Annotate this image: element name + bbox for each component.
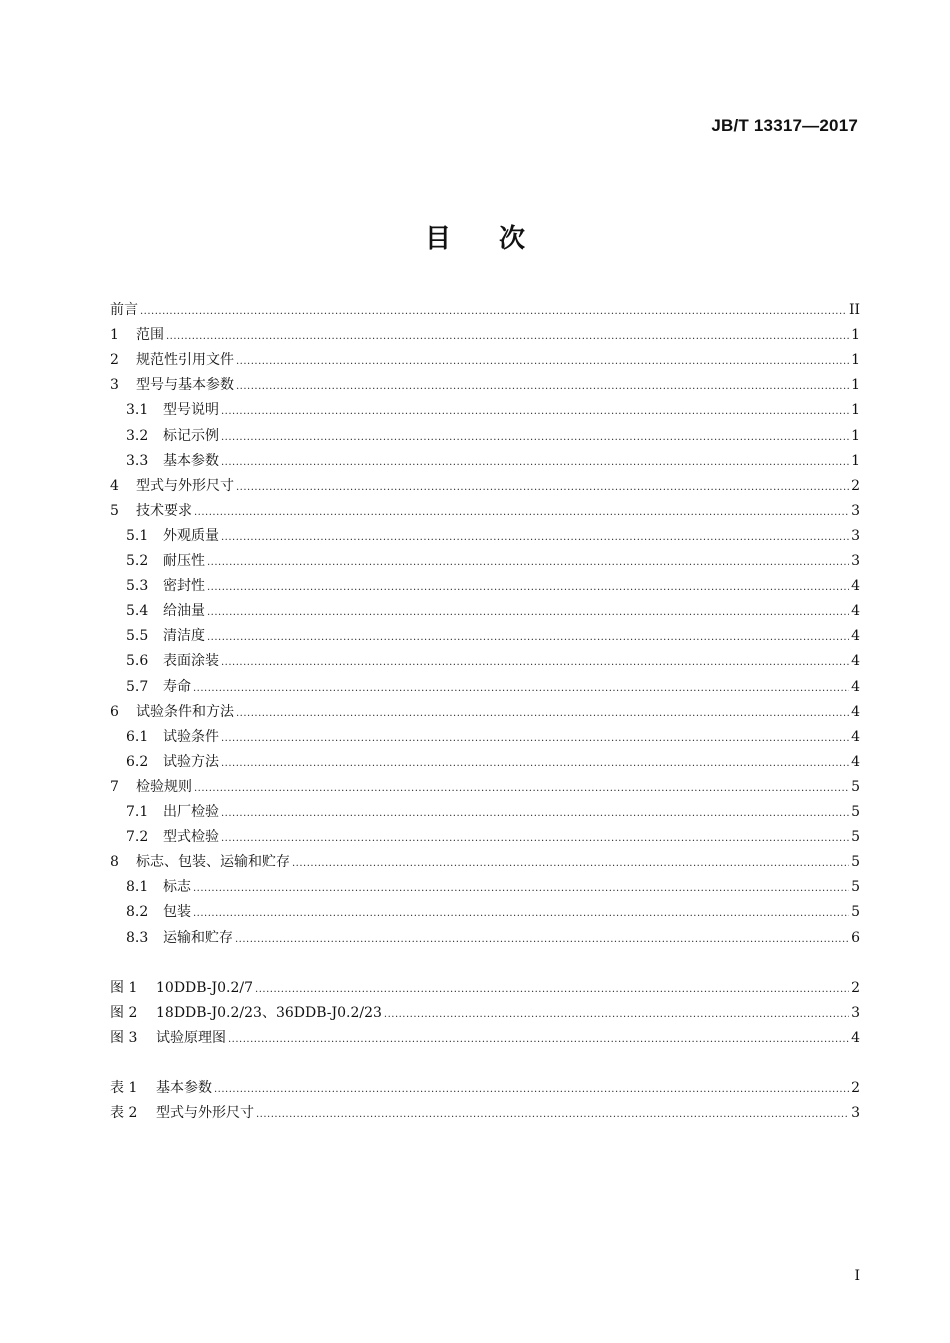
toc-entry[interactable] (126, 676, 860, 698)
toc-entry[interactable] (126, 399, 860, 421)
dot-leader (207, 577, 849, 599)
toc-entry-number: 3.3 (126, 452, 149, 469)
dot-leader (221, 803, 849, 825)
toc-entry-page: 1 (851, 452, 860, 469)
toc-entry-page: 3 (851, 1004, 860, 1021)
dot-leader (207, 602, 849, 624)
toc-entry-title: 标志 (163, 879, 191, 896)
toc-entry-title: 10DDB-J0.2/7 (156, 979, 254, 996)
dot-leader (221, 452, 849, 474)
dot-leader (140, 301, 847, 323)
figure-table-entry[interactable] (110, 1077, 860, 1099)
toc-entry-title: 密封性 (163, 578, 205, 595)
toc-entry-title: 包装 (163, 904, 191, 921)
toc-entry[interactable] (110, 324, 860, 346)
toc-entry-page: 1 (851, 427, 860, 444)
dot-leader (221, 527, 849, 549)
toc-entry-number: 8.1 (126, 879, 149, 896)
toc-entry-title: 表面涂装 (163, 653, 219, 670)
toc-entry-number: 表 2 (110, 1105, 138, 1121)
toc-entry-title: 外观质量 (163, 527, 219, 544)
toc-entry-number: 1 (110, 327, 119, 344)
toc-entry-number: 3.1 (126, 402, 149, 419)
toc-entry-title: 耐压性 (163, 553, 205, 569)
toc-entry-number: 5 (110, 502, 119, 519)
dot-leader (236, 376, 849, 398)
toc-entry-number: 8.2 (126, 904, 149, 921)
toc-entry-page: 1 (851, 327, 860, 344)
toc-entry-title: 前言 (110, 302, 138, 318)
toc-entry[interactable] (110, 701, 860, 723)
toc-entry[interactable] (126, 726, 860, 748)
toc-entry-number: 图 1 (110, 979, 138, 996)
dot-leader (236, 351, 849, 373)
toc-entry-number: 6 (110, 703, 119, 720)
toc-entry-page: 4 (851, 678, 860, 695)
toc-entry[interactable] (110, 374, 860, 396)
toc-entry-number: 图 2 (110, 1004, 138, 1021)
toc-entry-title: 给油量 (163, 603, 205, 620)
toc-entry[interactable] (126, 650, 860, 672)
toc-entry-number: 5.2 (126, 553, 149, 569)
dot-leader (235, 929, 849, 951)
dot-leader (256, 1104, 849, 1126)
toc-entry[interactable] (126, 575, 860, 597)
toc-entry-title: 检验规则 (136, 778, 192, 795)
toc-entry-number: 8.3 (126, 929, 149, 946)
toc-entry-page: 2 (851, 477, 860, 494)
toc-entry-title: 型式与外形尺寸 (136, 477, 234, 494)
toc-entry[interactable] (126, 801, 860, 823)
toc-entry[interactable] (110, 851, 860, 873)
toc-entry[interactable] (126, 826, 860, 848)
toc-entry-page: 4 (851, 603, 860, 620)
dot-leader (193, 878, 849, 900)
toc-entry-page: 4 (851, 753, 860, 770)
toc-entry-page: 2 (851, 979, 860, 996)
figure-table-entry[interactable] (110, 1002, 860, 1024)
dot-leader (221, 753, 849, 775)
toc-entry[interactable] (126, 425, 860, 447)
toc-entry-page: 4 (851, 1029, 860, 1046)
dot-leader (193, 903, 849, 925)
toc-entry-number: 表 1 (110, 1079, 138, 1096)
page-number: I (854, 1268, 860, 1284)
page-title: 目次 (424, 224, 573, 254)
dot-leader (207, 627, 849, 649)
toc-entry-page: 4 (851, 703, 860, 720)
toc-entry-number: 5.4 (126, 603, 149, 620)
dot-leader (236, 477, 849, 499)
toc-entry-page: 5 (851, 879, 860, 896)
toc-entry-title: 寿命 (163, 678, 191, 695)
dot-leader (236, 703, 849, 725)
dot-leader (221, 652, 849, 674)
dot-leader (194, 502, 849, 524)
toc-entry-title: 出厂检验 (163, 804, 219, 820)
toc-entry-page: 4 (851, 728, 860, 745)
toc-entry-title: 技术要求 (136, 502, 192, 519)
toc-entry-page: 4 (851, 653, 860, 670)
standard-code: JB/T 13317—2017 (711, 116, 858, 135)
dot-leader (193, 678, 849, 700)
toc-entry-title: 试验方法 (163, 753, 219, 770)
toc-entry-title: 规范性引用文件 (136, 352, 234, 369)
figure-table-entry[interactable] (110, 1027, 860, 1049)
toc-entry-number: 7.2 (126, 829, 149, 846)
toc-entry-title: 基本参数 (156, 1079, 212, 1096)
toc-entry-page: 5 (851, 829, 860, 846)
toc-entry[interactable] (126, 625, 860, 647)
toc-entry[interactable] (126, 751, 860, 773)
toc-entry-number: 3.2 (126, 427, 149, 444)
toc-entry-page: 6 (851, 929, 860, 946)
toc-entry-page: 5 (851, 804, 860, 820)
toc-entry-title: 标志、包装、运输和贮存 (136, 854, 290, 871)
toc-entry-page: 3 (851, 502, 860, 519)
toc-entry-title: 型式检验 (163, 829, 219, 846)
dot-leader (221, 828, 849, 850)
toc-entry[interactable] (110, 776, 860, 798)
toc-entry-page: 4 (851, 628, 860, 645)
toc-entry-title: 型式与外形尺寸 (156, 1105, 254, 1121)
toc-entry-page: 5 (851, 778, 860, 795)
toc-entry-title: 标记示例 (163, 427, 219, 444)
toc-entry[interactable] (110, 475, 860, 497)
toc-entry-number: 5.1 (126, 527, 149, 544)
toc-entry-number: 6.2 (126, 753, 149, 770)
toc-entry-number: 5.5 (126, 628, 149, 645)
toc-entry[interactable] (110, 500, 860, 522)
dot-leader (384, 1004, 849, 1026)
toc-entry-number: 7 (110, 778, 119, 795)
toc-entry-number: 7.1 (126, 804, 149, 820)
dot-leader (166, 326, 849, 348)
toc-entry-page: 3 (851, 527, 860, 544)
toc-entry-title: 试验条件 (163, 728, 219, 745)
toc-entry[interactable] (126, 525, 860, 547)
toc-entry-title: 范围 (136, 327, 164, 344)
toc-entry-title: 运输和贮存 (163, 929, 233, 946)
toc-entry-number: 图 3 (110, 1029, 138, 1046)
toc-entry-number: 5.7 (126, 678, 149, 695)
dot-leader (292, 853, 849, 875)
toc-entry-title: 基本参数 (163, 452, 219, 469)
toc-entry[interactable] (126, 600, 860, 622)
figure-table-entry[interactable] (110, 977, 860, 999)
toc-entry-title: 试验原理图 (156, 1029, 226, 1046)
toc-entry-title: 型号说明 (163, 402, 219, 419)
toc-entry[interactable] (110, 349, 860, 371)
toc-entry[interactable] (126, 901, 860, 923)
dot-leader (194, 778, 849, 800)
dot-leader (221, 401, 849, 423)
toc-entry-page: 3 (851, 553, 860, 569)
dot-leader (255, 979, 849, 1001)
toc-entry-title: 清洁度 (163, 628, 205, 645)
toc-entry-title: 型号与基本参数 (136, 377, 234, 394)
toc-entry-page: 4 (851, 578, 860, 595)
toc-entry-number: 3 (110, 377, 119, 394)
toc-entry[interactable] (126, 450, 860, 472)
toc-entry-number: 8 (110, 854, 119, 871)
toc-entry[interactable] (110, 299, 860, 321)
toc-entry[interactable] (126, 927, 860, 949)
toc-entry-number: 4 (110, 477, 119, 494)
dot-leader (221, 728, 849, 750)
toc-entry-page: 1 (851, 402, 860, 419)
toc-entry-page: II (848, 302, 860, 318)
toc-entry-title: 18DDB-J0.2/23、36DDB-J0.2/23 (156, 1004, 382, 1021)
dot-leader (207, 552, 849, 574)
toc-entry-page: 1 (851, 377, 860, 394)
toc-entry-page: 2 (851, 1079, 860, 1096)
toc-entry[interactable] (126, 876, 860, 898)
toc-entry-page: 5 (851, 854, 860, 871)
toc-entry-page: 3 (851, 1105, 860, 1121)
dot-leader (214, 1079, 849, 1101)
toc-entry-page: 1 (851, 352, 860, 369)
toc-entry-number: 5.6 (126, 653, 149, 670)
figure-table-entry[interactable] (110, 1102, 860, 1124)
toc-entry-number: 6.1 (126, 728, 149, 745)
dot-leader (221, 427, 849, 449)
toc-entry-number: 5.3 (126, 578, 149, 595)
toc-entry-page: 5 (851, 904, 860, 921)
toc-entry[interactable] (126, 550, 860, 572)
toc-entry-title: 试验条件和方法 (136, 703, 234, 720)
toc-entry-number: 2 (110, 352, 119, 369)
dot-leader (228, 1029, 849, 1051)
